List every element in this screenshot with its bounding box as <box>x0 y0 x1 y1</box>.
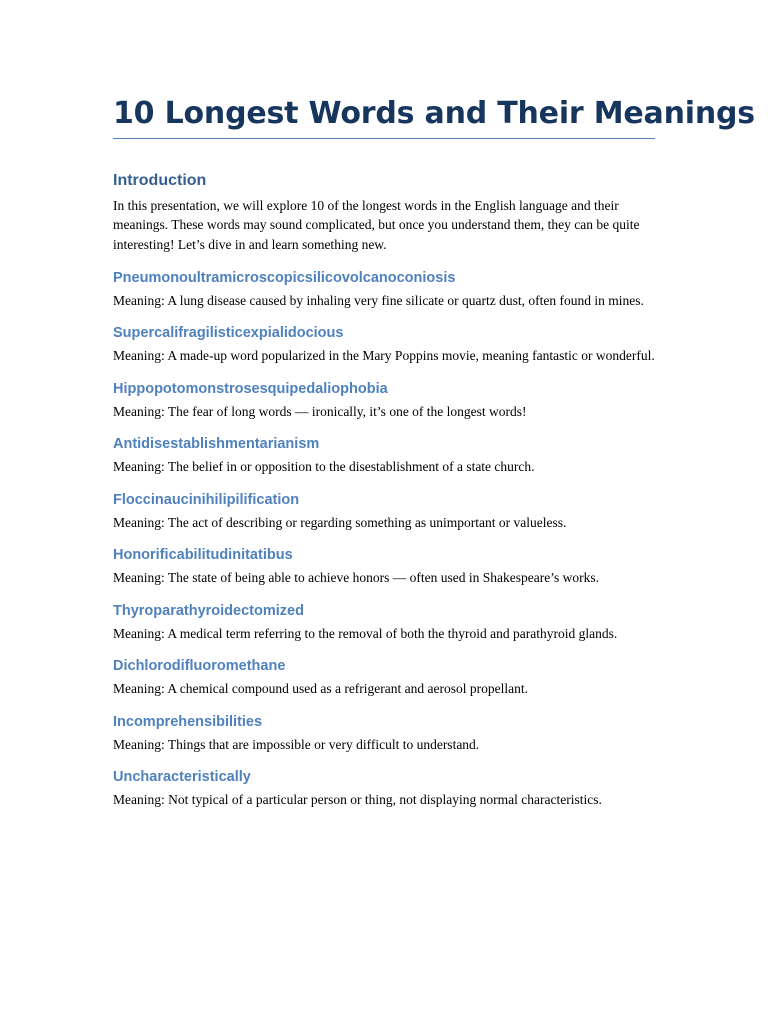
document-page <box>113 94 755 810</box>
word-entry <box>113 712 655 755</box>
word-entry <box>113 767 655 810</box>
word-meaning: Meaning: Things that are impossible or very difficult to understand. <box>113 736 480 752</box>
word-heading: Honorificabilitudinitatibus <box>113 547 293 564</box>
word-heading: Floccinaucinihilipilification <box>113 491 300 508</box>
word-entry <box>113 434 655 477</box>
word-meaning: Meaning: The belief in or opposition to the disestablishment of a state church. <box>113 459 535 475</box>
word-meaning: Meaning: A made-up word popularized in the Mary Poppins movie, meaning fantastic or wonderful. <box>113 348 655 364</box>
word-entry <box>113 379 655 422</box>
word-heading: Uncharacteristically <box>113 769 251 786</box>
word-entry <box>113 545 655 588</box>
word-heading: Thyroparathyroidectomized <box>113 602 304 619</box>
word-meaning: Meaning: The state of being able to achieve honors — often used in Shakespeare’s works. <box>113 570 599 586</box>
word-heading: Pneumonoultramicroscopicsilicovolcanoconiosis <box>113 269 456 286</box>
word-entry <box>113 490 655 533</box>
introduction-section <box>113 171 655 254</box>
word-meaning: Meaning: A chemical compound used as a refrigerant and aerosol propellant. <box>113 681 528 697</box>
word-heading: Supercalifragilisticexpialidocious <box>113 325 344 342</box>
word-entry <box>113 601 655 644</box>
word-heading: Dichlorodifluoromethane <box>113 658 286 675</box>
introduction-heading: Introduction <box>113 172 207 189</box>
document-title: 10 Longest Words and Their Meanings <box>113 94 655 139</box>
word-heading: Hippopotomonstrosesquipedaliophobia <box>113 380 388 397</box>
word-entry <box>113 268 655 311</box>
word-meaning: Meaning: Not typical of a particular person or thing, not displaying normal characteristics. <box>113 792 602 808</box>
word-heading: Incomprehensibilities <box>113 713 263 730</box>
word-entry <box>113 323 655 366</box>
word-meaning: Meaning: A medical term referring to the removal of both the thyroid and parathyroid glands. <box>113 625 618 641</box>
word-meaning: Meaning: The fear of long words — ironically, it’s one of the longest words! <box>113 403 527 419</box>
word-meaning: Meaning: The act of describing or regarding something as unimportant or valueless. <box>113 514 567 530</box>
word-heading: Antidisestablishmentarianism <box>113 436 320 453</box>
word-meaning: Meaning: A lung disease caused by inhaling very fine silicate or quartz dust, often found in mines. <box>113 292 644 308</box>
word-entry <box>113 656 655 699</box>
introduction-text: In this presentation, we will explore 10 of the longest words in the English language and their meanings. These words may sound complicated, but once you understand them, they can be quite interesting! Let’s dive in and learn something new. <box>113 198 640 252</box>
